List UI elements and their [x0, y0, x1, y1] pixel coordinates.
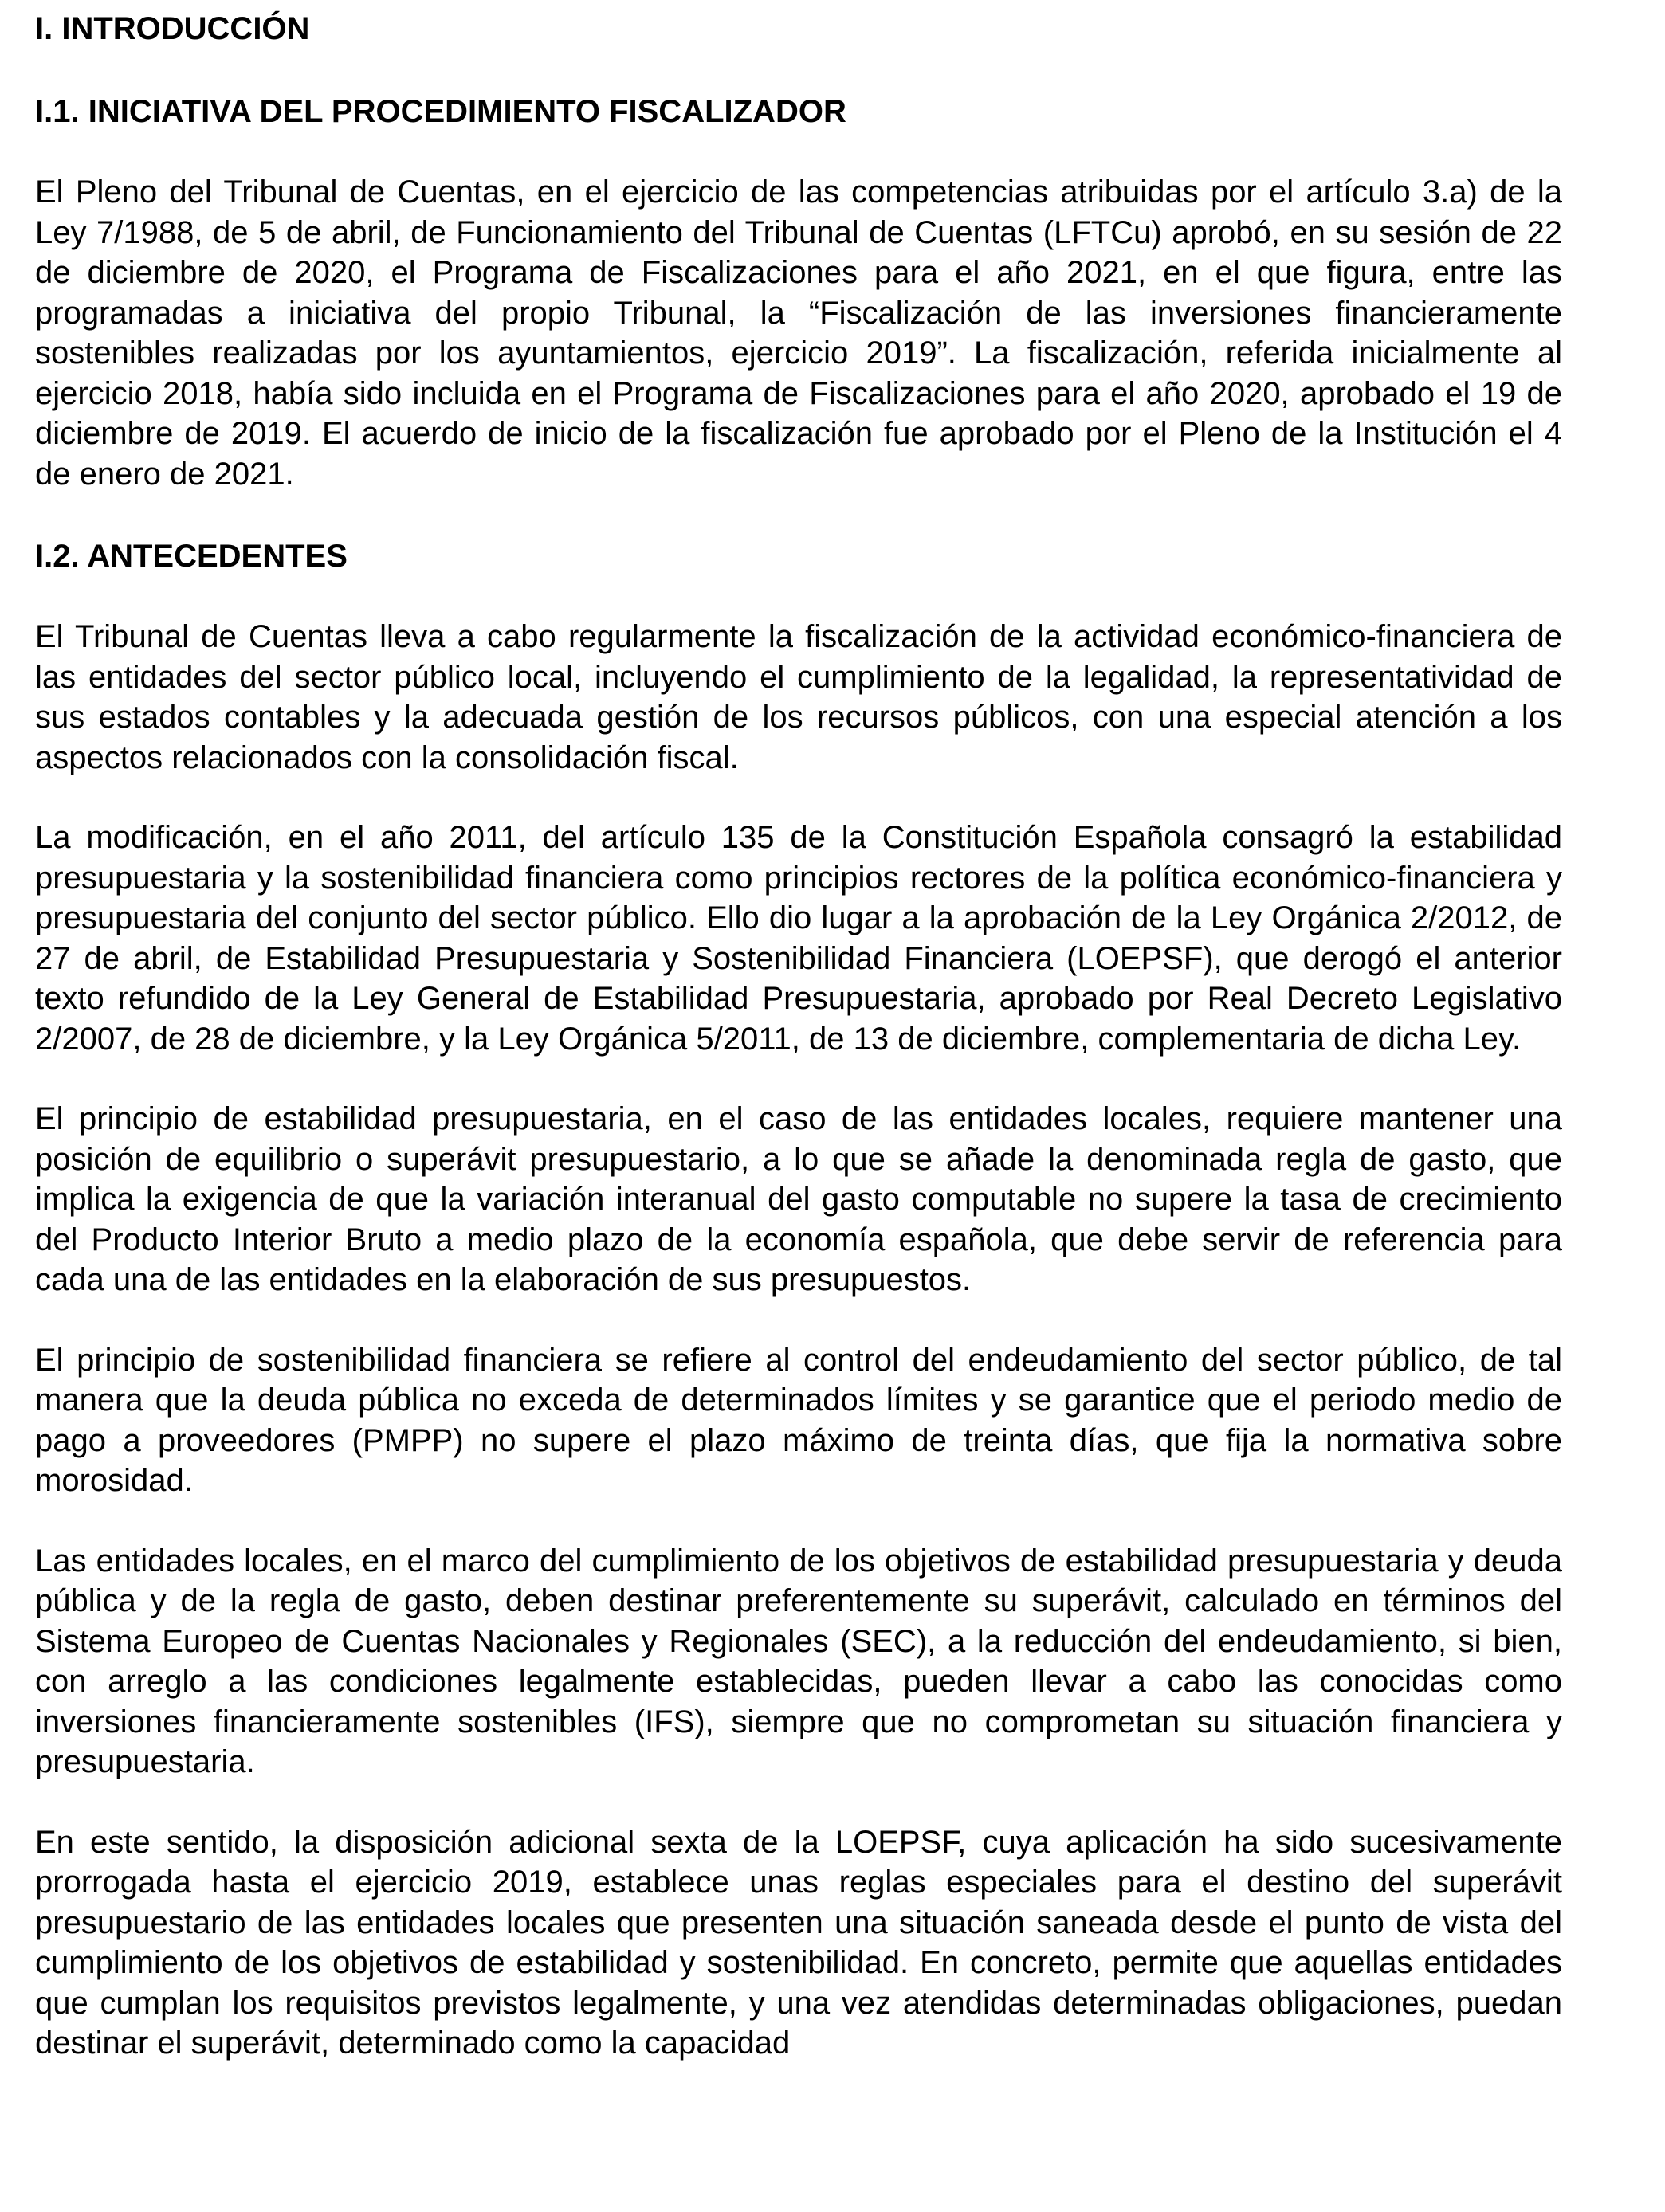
subsection-heading-antecedentes: I.2. ANTECEDENTES: [35, 539, 348, 574]
section-heading: I. INTRODUCCIÓN: [35, 11, 310, 46]
paragraph-antecedentes-5: Las entidades locales, en el marco del cumplimiento de los objetivos de estabilidad presupuestaria y deuda pública y de la regla de gasto, deben destinar preferentemente su superávit, calculado en términos del Sistema Europeo de Cuentas Nacionales y Regionales (SEC), a la reducción del endeudamiento, si bien, con arreglo a las condiciones legalmente establecidas, pueden llevar a cabo las conocidas como inversiones financieramente sostenibles (IFS), siempre que no comprometan su situación financiera y presupuestaria.: [35, 1543, 1562, 1779]
paragraph-antecedentes-3: El principio de estabilidad presupuestaria, en el caso de las entidades locales, requiere mantener una posición de equilibrio o superávit presupuestario, a lo que se añade la denominada regla de gasto, que implica la exigencia de que la variación interanual del gasto computable no supere la tasa de crecimiento del Producto Interior Bruto a medio plazo de la economía española, que debe servir de referencia para cada una de las entidades en la elaboración de sus presupuestos.: [35, 1101, 1562, 1297]
document-page: [35, 0, 1562, 2064]
paragraph-antecedentes-1: El Tribunal de Cuentas lleva a cabo regularmente la fiscalización de la actividad económico-financiera de las entidades del sector público local, incluyendo el cumplimiento de la legalidad, la representatividad de sus estados contables y la adecuada gestión de los recursos públicos, con una especial atención a los aspectos relacionados con la consolidación fiscal.: [35, 619, 1562, 775]
paragraph-iniciativa: El Pleno del Tribunal de Cuentas, en el ejercicio de las competencias atribuidas por el artículo 3.a) de la Ley 7/1988, de 5 de abril, de Funcionamiento del Tribunal de Cuentas (LFTCu) aprobó, en su sesión de 22 de diciembre de 2020, el Programa de Fiscalizaciones para el año 2021, en el que figura, entre las programadas a iniciativa del propio Tribunal, la “Fiscalización de las inversiones financieramente sostenibles realizadas por los ayuntamientos, ejercicio 2019”. La fiscalización, referida inicialmente al ejercicio 2018, había sido incluida en el Programa de Fiscalizaciones para el año 2020, aprobado el 19 de diciembre de 2019. El acuerdo de inicio de la fiscalización fue aprobado por el Pleno de la Institución el 4 de enero de 2021.: [35, 175, 1562, 492]
subsection-heading-iniciativa: I.1. INICIATIVA DEL PROCEDIMIENTO FISCALIZADOR: [35, 94, 846, 129]
paragraph-antecedentes-2: La modificación, en el año 2011, del artículo 135 de la Constitución Española consagró la estabilidad presupuestaria y la sostenibilidad financiera como principios rectores de la política económico-financiera y presupuestaria del conjunto del sector público. Ello dio lugar a la aprobación de la Ley Orgánica 2/2012, de 27 de abril, de Estabilidad Presupuestaria y Sostenibilidad Financiera (LOEPSF), que derogó el anterior texto refundido de la Ley General de Estabilidad Presupuestaria, aprobado por Real Decreto Legislativo 2/2007, de 28 de diciembre, y la Ley Orgánica 5/2011, de 13 de diciembre, complementaria de dicha Ley.: [35, 820, 1562, 1057]
paragraph-antecedentes-4: El principio de sostenibilidad financiera se refiere al control del endeudamiento del sector público, de tal manera que la deuda pública no exceda de determinados límites y se garantice que el periodo medio de pago a proveedores (PMPP) no supere el plazo máximo de treinta días, que fija la normativa sobre morosidad.: [35, 1342, 1562, 1498]
paragraph-antecedentes-6: En este sentido, la disposición adicional sexta de la LOEPSF, cuya aplicación ha sido sucesivamente prorrogada hasta el ejercicio 2019, establece unas reglas especiales para el destino del superávit presupuestario de las entidades locales que presenten una situación saneada desde el punto de vista del cumplimiento de los objetivos de estabilidad y sostenibilidad. En concreto, permite que aquellas entidades que cumplan los requisitos previstos legalmente, y una vez atendidas determinadas obligaciones, puedan destinar el superávit, determinado como la capacidad: [35, 1824, 1562, 2061]
